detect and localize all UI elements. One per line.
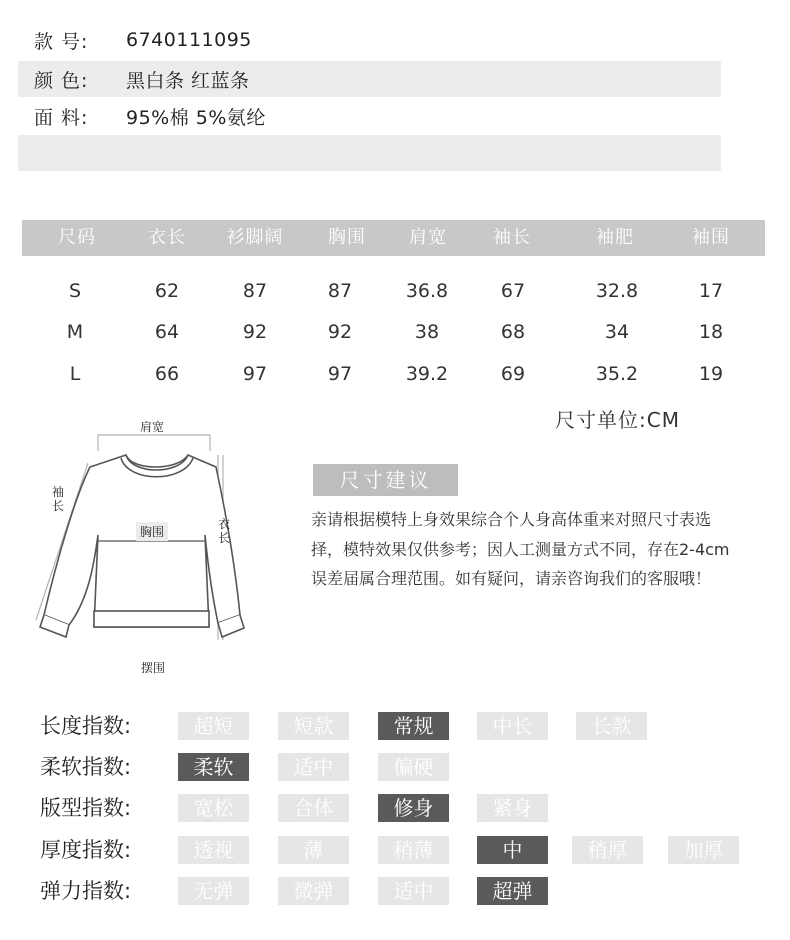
elasticity-option-chip: 微弹 [278,877,349,905]
softness-index-label: 柔软指数: [40,755,132,779]
table-cell: 19 [698,363,724,385]
fit-option-chip: 合体 [278,794,349,822]
table-cell: 64 [154,321,180,343]
table-cell: L [69,363,81,385]
elasticity-option-chip-selected: 超弹 [477,877,548,905]
chest-label: 胸围 [136,522,168,541]
length-index-label: 长度指数: [40,714,132,738]
thickness-option-chip: 稍薄 [378,836,449,864]
table-cell: 97 [242,363,268,385]
elasticity-option-chip: 无弹 [178,877,249,905]
fabric-label: 面 料: [34,106,89,129]
table-cell: M [66,321,84,343]
fit-option-chip-selected: 修身 [378,794,449,822]
table-cell: 34 [604,321,630,343]
length-option-chip: 短款 [278,712,349,740]
softness-option-chip: 适中 [278,753,349,781]
header-shoulder: 肩宽 [409,227,447,248]
table-cell: S [68,280,82,302]
table-cell: 35.2 [595,363,639,385]
color-label: 颜 色: [34,69,89,92]
length-option-chip: 中长 [477,712,548,740]
fabric-row [18,98,721,134]
shoulder-label: 肩宽 [140,420,165,434]
table-cell: 87 [242,280,268,302]
style-number-label: 款 号: [34,30,89,53]
table-cell: 92 [242,321,268,343]
thickness-option-chip-selected: 中 [477,836,548,864]
thickness-option-chip: 稍厚 [572,836,643,864]
length-option-chip: 长款 [576,712,647,740]
thickness-option-chip: 薄 [278,836,349,864]
table-cell: 36.8 [405,280,449,302]
size-table-header [22,220,765,256]
thickness-option-chip: 透视 [178,836,249,864]
length-option-chip: 超短 [178,712,249,740]
hem-label: 摆围 [141,661,166,675]
fit-option-chip: 宽松 [178,794,249,822]
thickness-option-chip: 加厚 [668,836,739,864]
sleeve-label: 袖长 [52,485,65,513]
empty-info-row [18,135,721,171]
fit-option-chip: 紧身 [477,794,548,822]
color-value: 黑白条 红蓝条 [126,69,250,92]
sweater-outline-icon [28,415,290,680]
thickness-index-label: 厚度指数: [40,838,132,862]
length-option-chip-selected: 常规 [378,712,449,740]
fabric-value: 95%棉 5%氨纶 [126,106,266,129]
style-number-row [18,22,721,58]
header-sleeve-length: 袖长 [493,227,531,248]
table-cell: 97 [327,363,353,385]
table-cell: 67 [500,280,526,302]
size-unit: 尺寸单位:CM [555,408,680,432]
size-advice-title: 尺寸建议 [313,464,458,496]
table-cell: 66 [154,363,180,385]
header-length: 衣长 [148,227,186,248]
garment-diagram [28,415,290,680]
table-cell: 18 [698,321,724,343]
header-size: 尺码 [58,227,96,248]
header-chest: 胸围 [328,227,366,248]
table-cell: 69 [500,363,526,385]
softness-option-chip-selected: 柔软 [178,753,249,781]
table-cell: 62 [154,280,180,302]
table-cell: 39.2 [405,363,449,385]
header-cuff: 袖围 [692,227,730,248]
header-sleeve-width: 袖肥 [596,227,634,248]
table-cell: 38 [414,321,440,343]
table-cell: 87 [327,280,353,302]
table-cell: 92 [327,321,353,343]
table-cell: 17 [698,280,724,302]
style-number-value: 6740111095 [126,29,252,51]
elasticity-option-chip: 适中 [378,877,449,905]
table-row [22,276,765,306]
length-label: 衣长 [218,517,231,545]
size-advice-text: 亲请根据模特上身效果综合个人身高体重来对照尺寸表选择，模特效果仅供参考；因人工测量方式不同，存在2-4cm误差届属合理范围。如有疑问，请亲咨询我们的客服哦！ [311,510,730,588]
color-row [18,61,721,97]
table-row [22,359,765,389]
table-cell: 68 [500,321,526,343]
header-hem-width: 衫脚阔 [226,227,284,248]
table-cell: 32.8 [595,280,639,302]
fit-index-label: 版型指数: [40,796,132,820]
table-row [22,317,765,347]
elasticity-index-label: 弹力指数: [40,879,132,903]
softness-option-chip: 偏硬 [378,753,449,781]
